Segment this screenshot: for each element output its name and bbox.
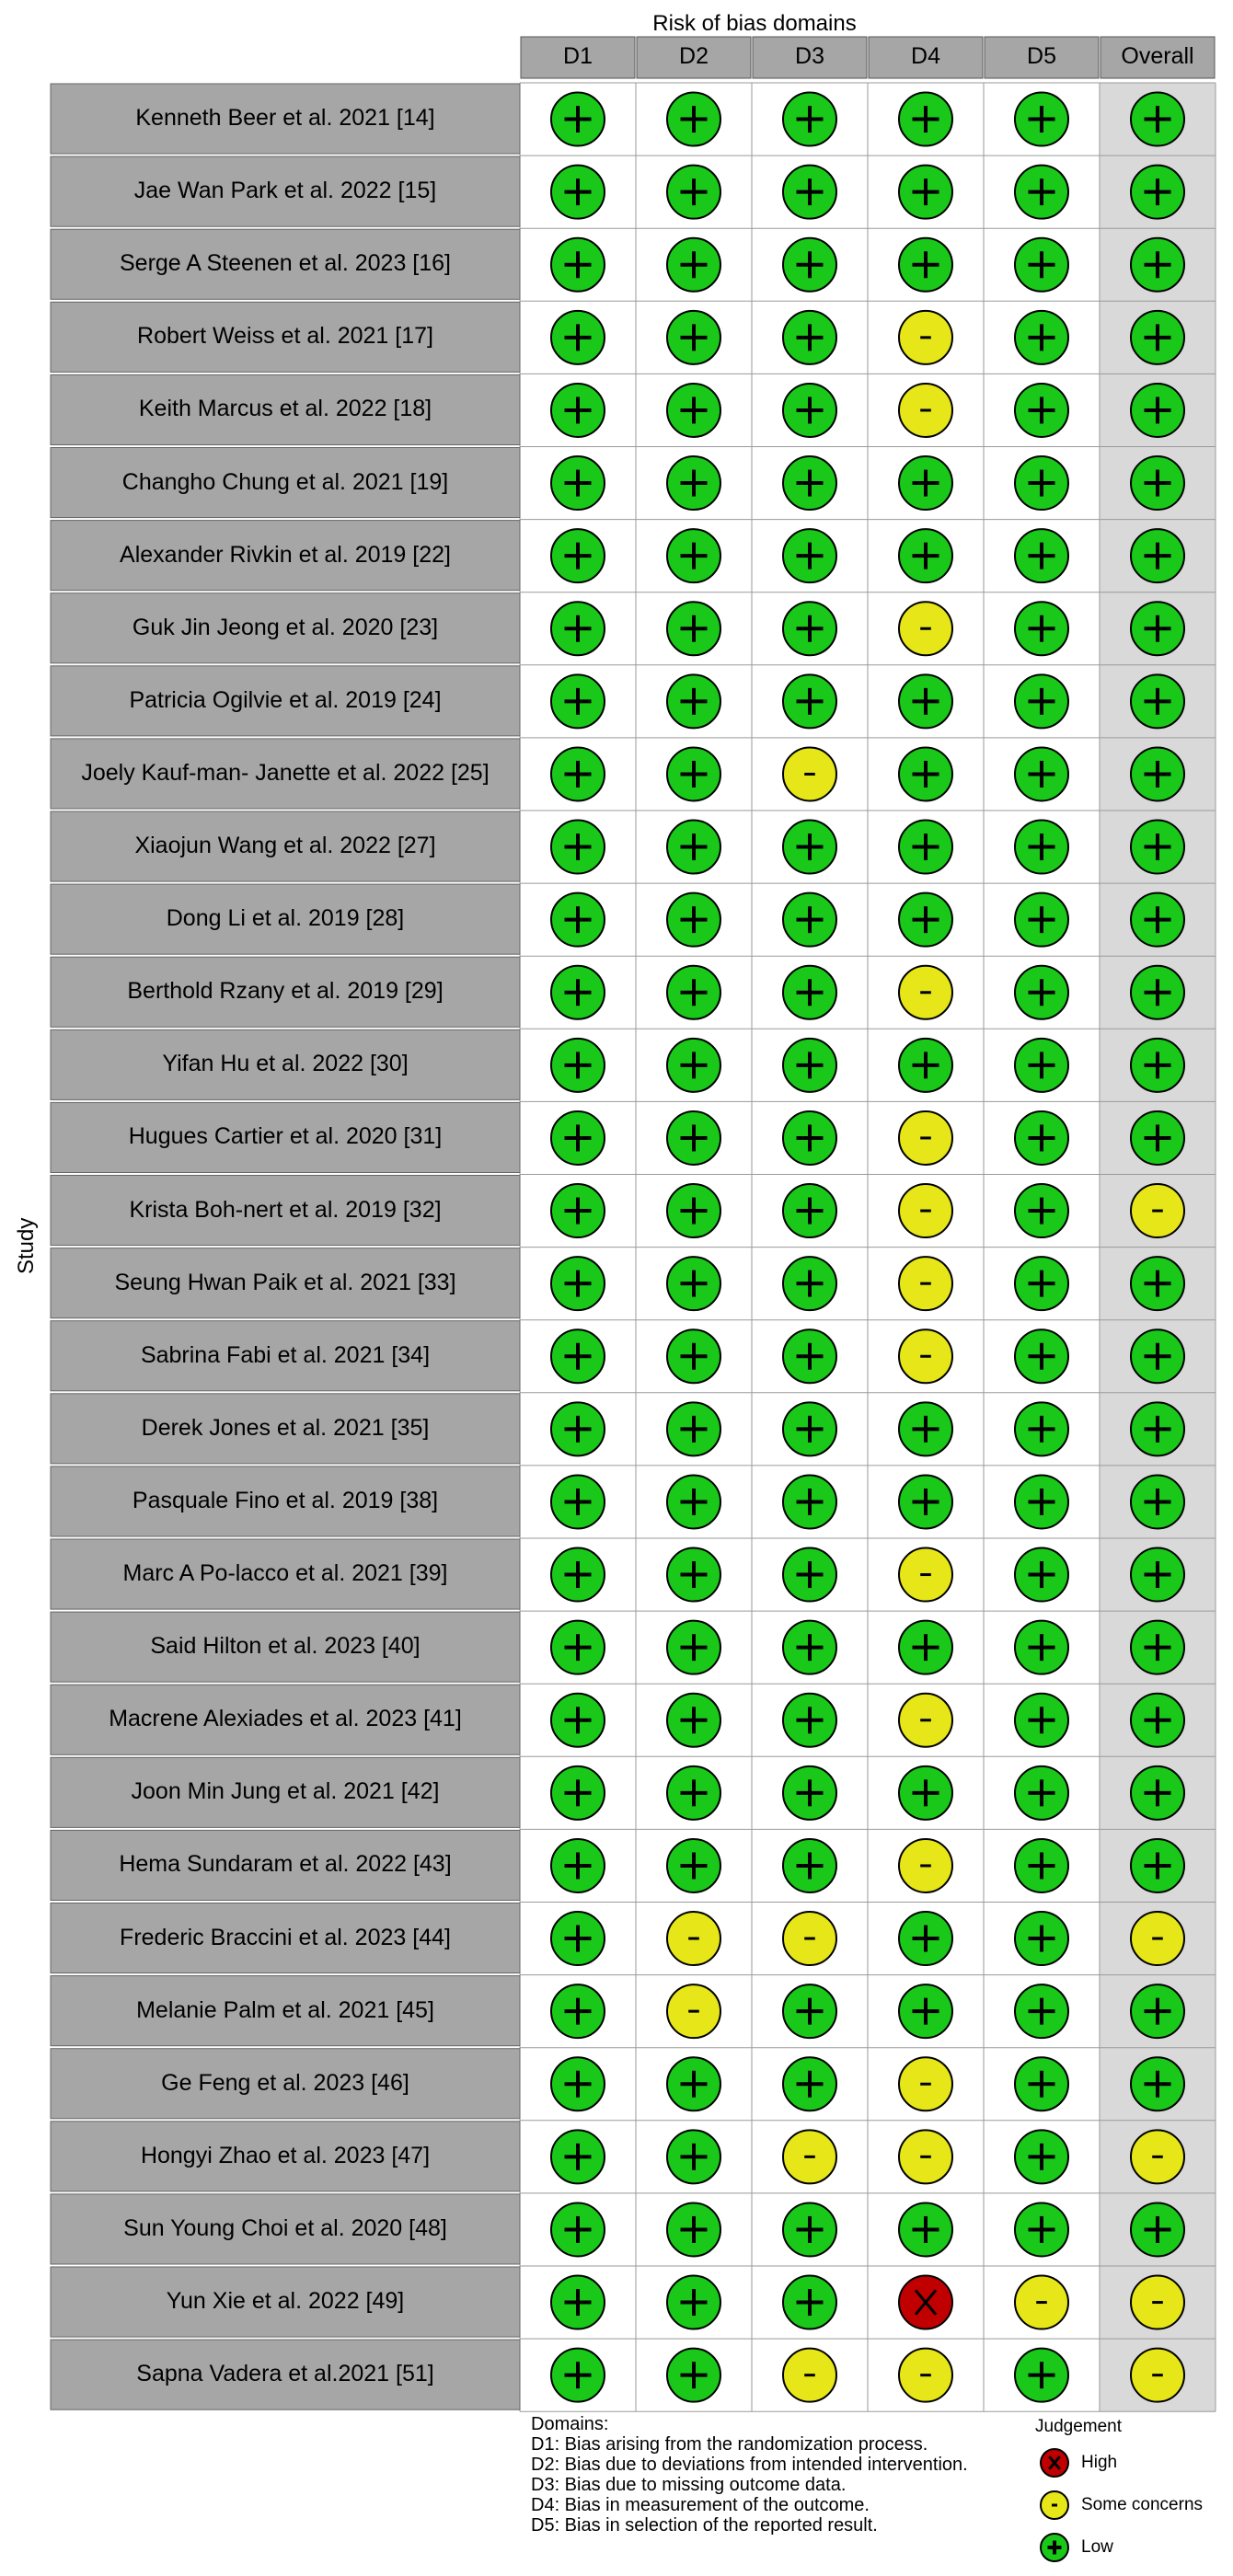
- study-label: Sabrina Fabi et al. 2021 [34]: [140, 1341, 431, 1368]
- study-label: Hugues Cartier et al. 2020 [31]: [128, 1123, 443, 1150]
- study-label: Robert Weiss et al. 2021 [17]: [137, 323, 433, 350]
- study-label: Changho Chung et al. 2021 [19]: [121, 468, 449, 495]
- study-label: Yun Xie et al. 2022 [49]: [166, 2288, 405, 2314]
- study-label: Keith Marcus et al. 2022 [18]: [138, 396, 432, 422]
- study-label: Melanie Palm et al. 2021 [45]: [136, 1996, 434, 2023]
- study-label: Krista Boh-nert et al. 2019 [32]: [129, 1196, 442, 1223]
- legend-judgement-label: Low: [1081, 2537, 1113, 2557]
- legend-domains-heading: Domains:: [531, 2414, 609, 2434]
- study-label: Patricia Ogilvie et al. 2019 [24]: [129, 686, 442, 713]
- study-label: Hongyi Zhao et al. 2023 [47]: [140, 2142, 431, 2168]
- study-label: Kenneth Beer et al. 2021 [14]: [135, 105, 435, 131]
- legend-domain-description: D3: Bias due to missing outcome data.: [531, 2475, 847, 2495]
- study-label: Jae Wan Park et al. 2022 [15]: [133, 178, 437, 204]
- legend-judgement-label: High: [1081, 2453, 1118, 2472]
- study-label: Dong Li et al. 2019 [28]: [166, 905, 405, 932]
- domain-header-label: Overall: [1121, 43, 1194, 69]
- study-label: Frederic Braccini et al. 2023 [44]: [120, 1924, 451, 1950]
- domain-header-label: D2: [679, 43, 709, 69]
- study-label: Yifan Hu et al. 2022 [30]: [162, 1051, 409, 1077]
- study-label: Derek Jones et al. 2021 [35]: [141, 1414, 430, 1441]
- study-label: Said Hilton et al. 2023 [40]: [150, 1633, 421, 1660]
- domain-header-label: D1: [563, 43, 593, 69]
- study-label: Ge Feng et al. 2023 [46]: [161, 2069, 409, 2096]
- study-label: Pasquale Fino et al. 2019 [38]: [132, 1487, 439, 1513]
- legend-domain-description: D5: Bias in selection of the reported result.: [531, 2515, 878, 2536]
- study-label: Hema Sundaram et al. 2022 [43]: [119, 1851, 452, 1878]
- study-label: Guk Jin Jeong et al. 2020 [23]: [132, 614, 439, 640]
- legend-domain-description: D2: Bias due to deviations from intended intervention.: [531, 2455, 968, 2475]
- study-label: Marc A Po-lacco et al. 2021 [39]: [122, 1560, 448, 1586]
- study-label: Alexander Rivkin et al. 2019 [22]: [120, 541, 451, 568]
- study-label: Joely Kauf-man- Janette et al. 2022 [25]: [81, 759, 490, 786]
- legend-judgement-heading: Judgement: [1035, 2417, 1123, 2436]
- study-label: Seung Hwan Paik et al. 2021 [33]: [114, 1269, 456, 1295]
- study-label: Joon Min Jung et al. 2021 [42]: [131, 1778, 440, 1805]
- domain-header-label: D3: [795, 43, 824, 69]
- legend-judgement-label: Some concerns: [1081, 2495, 1204, 2514]
- study-label: Berthold Rzany et al. 2019 [29]: [127, 978, 444, 1005]
- study-label: Xiaojun Wang et al. 2022 [27]: [134, 833, 436, 858]
- domain-header-label: D4: [911, 43, 940, 69]
- domain-header-label: D5: [1027, 43, 1056, 69]
- study-label: Macrene Alexiades et al. 2023 [41]: [109, 1706, 462, 1732]
- legend-domain-description: D1: Bias arising from the randomization process.: [531, 2434, 928, 2455]
- study-label: Sapna Vadera et al.2021 [51]: [136, 2361, 434, 2387]
- legend-domain-description: D4: Bias in measurement of the outcome.: [531, 2495, 870, 2515]
- study-label: Serge A Steenen et al. 2023 [16]: [119, 250, 451, 277]
- study-axis-label: Study: [14, 1217, 39, 1274]
- study-label: Sun Young Choi et al. 2020 [48]: [123, 2214, 447, 2241]
- chart-title: Risk of bias domains: [652, 11, 857, 36]
